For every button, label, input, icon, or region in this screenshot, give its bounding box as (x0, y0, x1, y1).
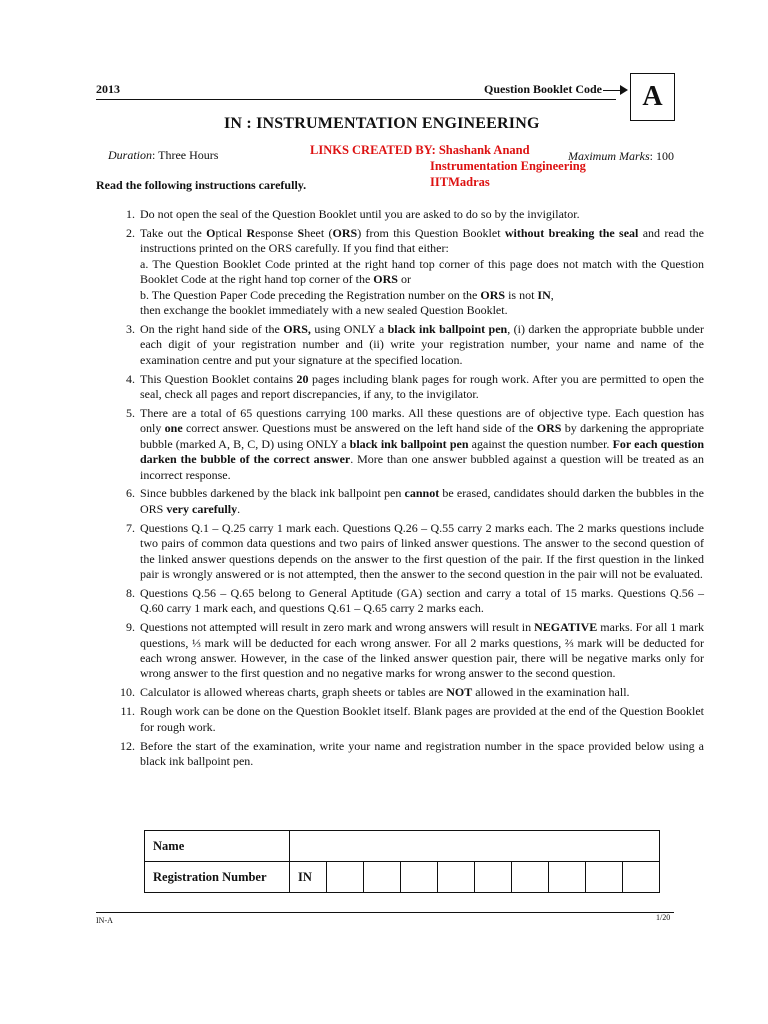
instruction-12: 12. Before the start of the examination, write your name and registration number in the space provided below using a black ink ballpoint pen. (138, 739, 704, 770)
instructions-heading: Read the following instructions carefully. (96, 178, 307, 192)
instruction-7: 7. Questions Q.1 – Q.25 carry 1 mark each. Questions Q.26 – Q.55 carry 2 marks each. The 2 marks questions include two pairs of common data questions and two pairs of linked answer questions. The answer to the second question of the linked answer questions depends on the answer to the first question of the pair. If the first question in the linked pair is wrongly answered or is not attempted, then the answer to the second question in the pair will not be evaluated. (138, 521, 704, 583)
registration-digit-box[interactable] (512, 862, 549, 893)
registration-prefix: IN (290, 862, 327, 893)
registration-digit-box[interactable] (623, 862, 660, 893)
registration-digit-box[interactable] (327, 862, 364, 893)
registration-number-label: Registration Number (145, 862, 290, 893)
registration-digit-box[interactable] (475, 862, 512, 893)
instruction-2-sub-a: a. The Question Booklet Code printed at the right hand top corner of this page does not match with the Question Booklet Code at the right hand top corner of the ORS or (140, 256, 704, 287)
footer-rule (96, 912, 674, 913)
registration-digit-box[interactable] (438, 862, 475, 893)
duration-value: : Three Hours (152, 148, 219, 162)
max-marks-value: : 100 (649, 149, 674, 163)
instruction-2-sub-b: b. The Question Paper Code preceding the Registration number on the ORS is not IN, (140, 287, 554, 302)
instruction-9: 9. Questions not attempted will result in zero mark and wrong answers will result in NEGATIVE marks. For all 1 mark questions, ⅓ mark will be deducted for each wrong answer. For all 2 marks questions, ⅔ mark will be deducted for each wrong answer. However, in the case of the linked answer question pair, there will be negative marks only for wrong answer to the first question and no negative marks for wrong answer to the second question. (138, 620, 704, 682)
instruction-11: 11. Rough work can be done on the Question Booklet itself. Blank pages are provided at the end of the Question Booklet for rough work. (138, 704, 704, 735)
links-line-3: IITMadras (430, 175, 490, 189)
name-label: Name (145, 831, 290, 862)
instruction-2: 2. Take out the Optical Response Sheet (ORS) from this Question Booklet without breaking the seal and read the instructions printed on the ORS carefully. If you find that either: a. The Question Booklet Code printed at the right hand top corner of this page does not match with the Question Booklet Code at the right hand top corner of the ORS or b. The Question Paper Code preceding the Registration number on the ORS is not IN, then exchange the booklet immediately with a new sealed Question Booklet. (138, 226, 704, 318)
page-title: IN : INSTRUMENTATION ENGINEERING (224, 115, 540, 132)
links-credit (310, 142, 586, 190)
max-marks-label: Maximum Marks (568, 149, 650, 163)
name-field[interactable] (290, 831, 660, 862)
booklet-code-box: A (630, 73, 675, 121)
instruction-3: 3. On the right hand side of the ORS, using ONLY a black ink ballpoint pen, (i) darken the appropriate bubble under each digit of your registration number and (ii) write your registration number, your name and name of the examination centre and put your signature at the specified location. (138, 322, 704, 368)
instruction-1: 1. Do not open the seal of the Question Booklet until you are asked to do so by the invigilator. (138, 207, 704, 222)
header-rule (96, 99, 616, 100)
booklet-code-label: Question Booklet Code (484, 82, 603, 96)
arrow-head-icon (620, 85, 628, 95)
footer-code: IN-A (96, 916, 113, 925)
registration-digit-box[interactable] (586, 862, 623, 893)
links-line-1: LINKS CREATED BY: Shashank Anand (310, 143, 530, 157)
links-line-2: Instrumentation Engineering (430, 159, 586, 173)
instruction-6: 6. Since bubbles darkened by the black ink ballpoint pen cannot be erased, candidates should darken the bubbles in the ORS very carefully. (138, 486, 704, 517)
instruction-2-last: then exchange the booklet immediately with a new sealed Question Booklet. (140, 302, 508, 317)
year: 2013 (96, 82, 120, 96)
candidate-details-form (144, 830, 660, 893)
duration (108, 148, 218, 163)
instruction-8: 8. Questions Q.56 – Q.65 belong to General Aptitude (GA) section and carry a total of 15 marks. Questions Q.56 – Q.60 carry 1 mark each, and questions Q.61 – Q.65 carry 2 marks each. (138, 586, 704, 617)
registration-digit-box[interactable] (401, 862, 438, 893)
instruction-10: 10. Calculator is allowed whereas charts, graph sheets or tables are NOT allowed in the examination hall. (138, 685, 704, 700)
registration-digit-box[interactable] (549, 862, 586, 893)
max-marks (568, 149, 674, 164)
instructions-list (106, 207, 704, 773)
duration-label: Duration (108, 148, 153, 162)
page-number: 1/20 (656, 913, 671, 922)
instruction-5: 5. There are a total of 65 questions carrying 100 marks. All these questions are of objective type. Each question has only one correct answer. Questions must be answered on the left hand side of the ORS by darkening the appropriate bubble (marked A, B, C, D) using ONLY a black ink ballpoint pen against the question number. For each question darken the bubble of the correct answer. More than one answer bubbled against a question will be treated as an incorrect response. (138, 406, 704, 483)
instruction-4: 4. This Question Booklet contains 20 pages including blank pages for rough work. After you are permitted to open the seal, check all pages and report discrepancies, if any, to the invigilator. (138, 372, 704, 403)
registration-digit-box[interactable] (364, 862, 401, 893)
